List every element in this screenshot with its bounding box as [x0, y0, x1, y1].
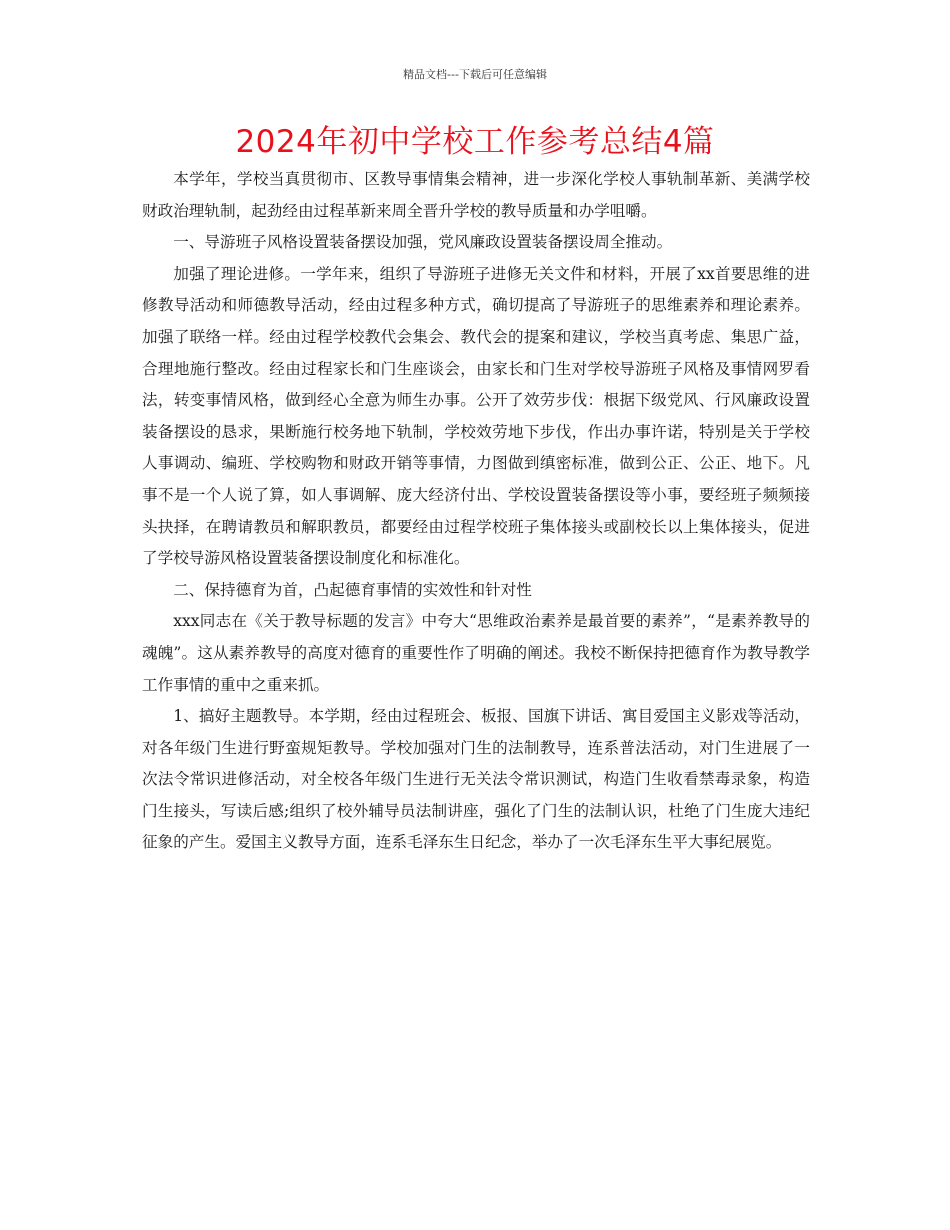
paragraph-moral-education: xxx同志在《关于教导标题的发言》中夸大“思维政治素养是最首要的素养”，“是素养教导的魂魄”。这从素养教导的高度对德育的重要性作了明确的阐述。我校不断保持把德育作为教导教学工作事情的重中之重来抓。 — [142, 612, 810, 694]
document-title: 2024年初中学校工作参考总结4篇 — [235, 124, 715, 160]
section-heading-1: 一、导游班子风格设置装备摆设加强，党风廉政设置装备摆设周全推动。 — [173, 233, 673, 252]
paragraph-theme-education: 1、搞好主题教导。本学期，经由过程班会、板报、国旗下讲话、寓目爱国主义影戏等活动，对各年级门生进行野蛮规矩教导。学校加强对门生的法制教导，连系普法活动，对门生进展了一次法令常识进修活动，对全校各年级门生进行无关法令常识测试，构造门生收看禁毒录象，构造门生接头，写读后感;组织了校外辅导员法制讲座，强化了门生的法制认识，杜绝了门生庞大违纪征象的产生。爱国主义教导方面，连系毛泽东生日纪念，举办了一次毛泽东生平大事纪展览。 — [142, 707, 810, 852]
header-note: 精品文档---下载后可任意编辑 — [403, 68, 547, 81]
document-body — [142, 164, 810, 859]
section-heading-2: 二、保持德育为首，凸起德育事情的实效性和针对性 — [173, 580, 532, 599]
paragraph-theory-study: 加强了理论进修。一学年来，组织了导游班子进修无关文件和材料，开展了xx首要思维的进修教导活动和师德教导活动，经由过程多种方式，确切提高了导游班子的思维素养和理论素养。加强了联络一样。经由过程学校教代会集会、教代会的提案和建议，学校当真考虑、集思广益，合理地施行整改。经由过程家长和门生座谈会，由家长和门生对学校导游班子风格及事情网罗看法，转变事情风格，做到经心全意为师生办事。公开了效劳步伐：根据下级党风、行风廉政设置装备摆设的恳求，果断施行校务地下轨制，学校效劳地下步伐，作出办事许诺，特别是关于学校人事调动、编班、学校购物和财政开销等事情，力图做到缜密标准，做到公正、公正、地下。凡事不是一个人说了算，如人事调解、庞大经济付出、学校设置装备摆设等小事，要经班子频频接头抉择，在聘请教员和解职教员，都要经由过程学校班子集体接头或副校长以上集体接头，促进了学校导游风格设置装备摆设制度化和标准化。 — [142, 264, 810, 568]
paragraph-intro: 本学年，学校当真贯彻市、区教导事情集会精神，进一步深化学校人事轨制革新、美满学校财政治理轨制，起劲经由过程革新来周全晋升学校的教导质量和办学咀嚼。 — [142, 170, 810, 220]
